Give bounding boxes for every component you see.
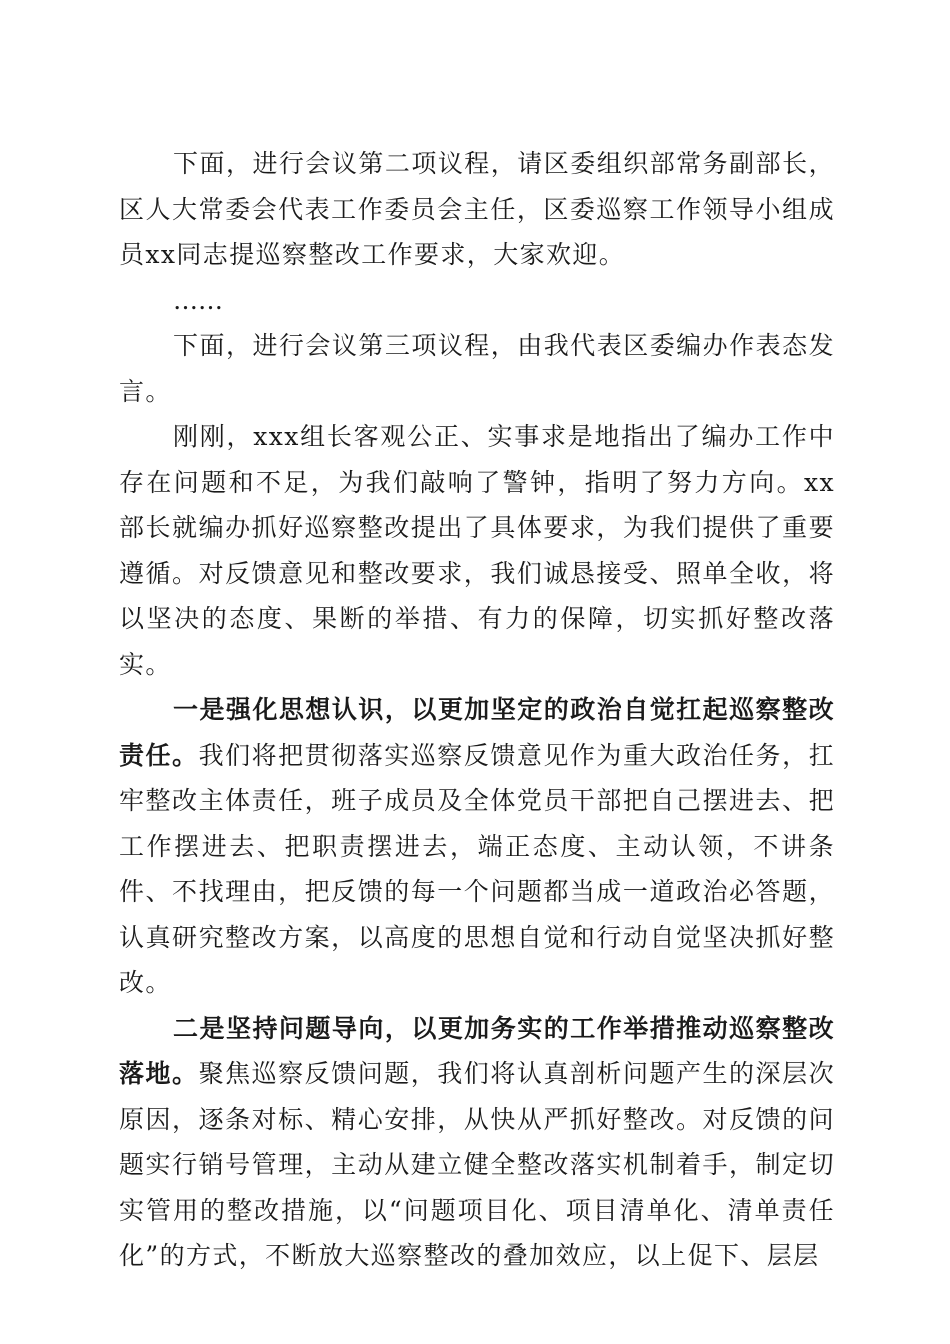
ellipsis-text: …… — [173, 285, 223, 315]
paragraph-text: 刚刚，xxx组长客观公正、实事求是地指出了编办工作中存在问题和不足，为我们敲响了警钟，指明了努力方向。xx部长就编办抓好巡察整改提出了具体要求，为我们提供了重要遵循。对反馈意见和整改要求，我们诚恳接受、照单全收，将以坚决的态度、果断的举措、有力的保障，切实抓好整改落实。 — [119, 422, 835, 679]
paragraph-point-two — [119, 1006, 835, 1279]
paragraph-text: 下面，进行会议第二项议程，请区委组织部常务副部长，区人大常委会代表工作委员会主任，区委巡察工作领导小组成员xx同志提巡察整改工作要求，大家欢迎。 — [119, 149, 835, 269]
paragraph-point-one — [119, 687, 835, 1006]
paragraph-text: 下面，进行会议第三项议程，由我代表区委编办作表态发言。 — [119, 331, 835, 406]
paragraph-text: 我们将把贯彻落实巡察反馈意见作为重大政治任务，扛牢整改主体责任，班子成员及全体党员干部把自己摆进去、把工作摆进去、把职责摆进去，端正态度、主动认领，不讲条件、不找理由，把反馈的每一个问题都当成一道政治必答题，认真研究整改方案，以高度的思想自觉和行动自觉坚决抓好整改。 — [119, 740, 835, 997]
paragraph-lead-heading: 一是强化思想认识，以更加坚定的政治自觉扛起巡察整改责任。 — [119, 695, 835, 770]
paragraph-text: 聚焦巡察反馈问题，我们将认真剖析问题产生的深层次原因，逐条对标、精心安排，从快从严抓好整改。对反馈的问题实行销号管理，主动从建立健全整改落实机制着手，制定切实管用的整改措施，以“问题项目化、项目清单化、清单责任化”的方式，不断放大巡察整改的叠加效应，以上促下、层层 — [119, 1059, 835, 1270]
document-body — [119, 141, 835, 1279]
paragraph-agenda-two — [119, 141, 835, 278]
paragraph-response — [119, 414, 835, 687]
paragraph-agenda-three — [119, 323, 835, 414]
ellipsis-line — [119, 278, 835, 324]
paragraph-lead-heading: 二是坚持问题导向，以更加务实的工作举措推动巡察整改落地。 — [119, 1013, 835, 1088]
